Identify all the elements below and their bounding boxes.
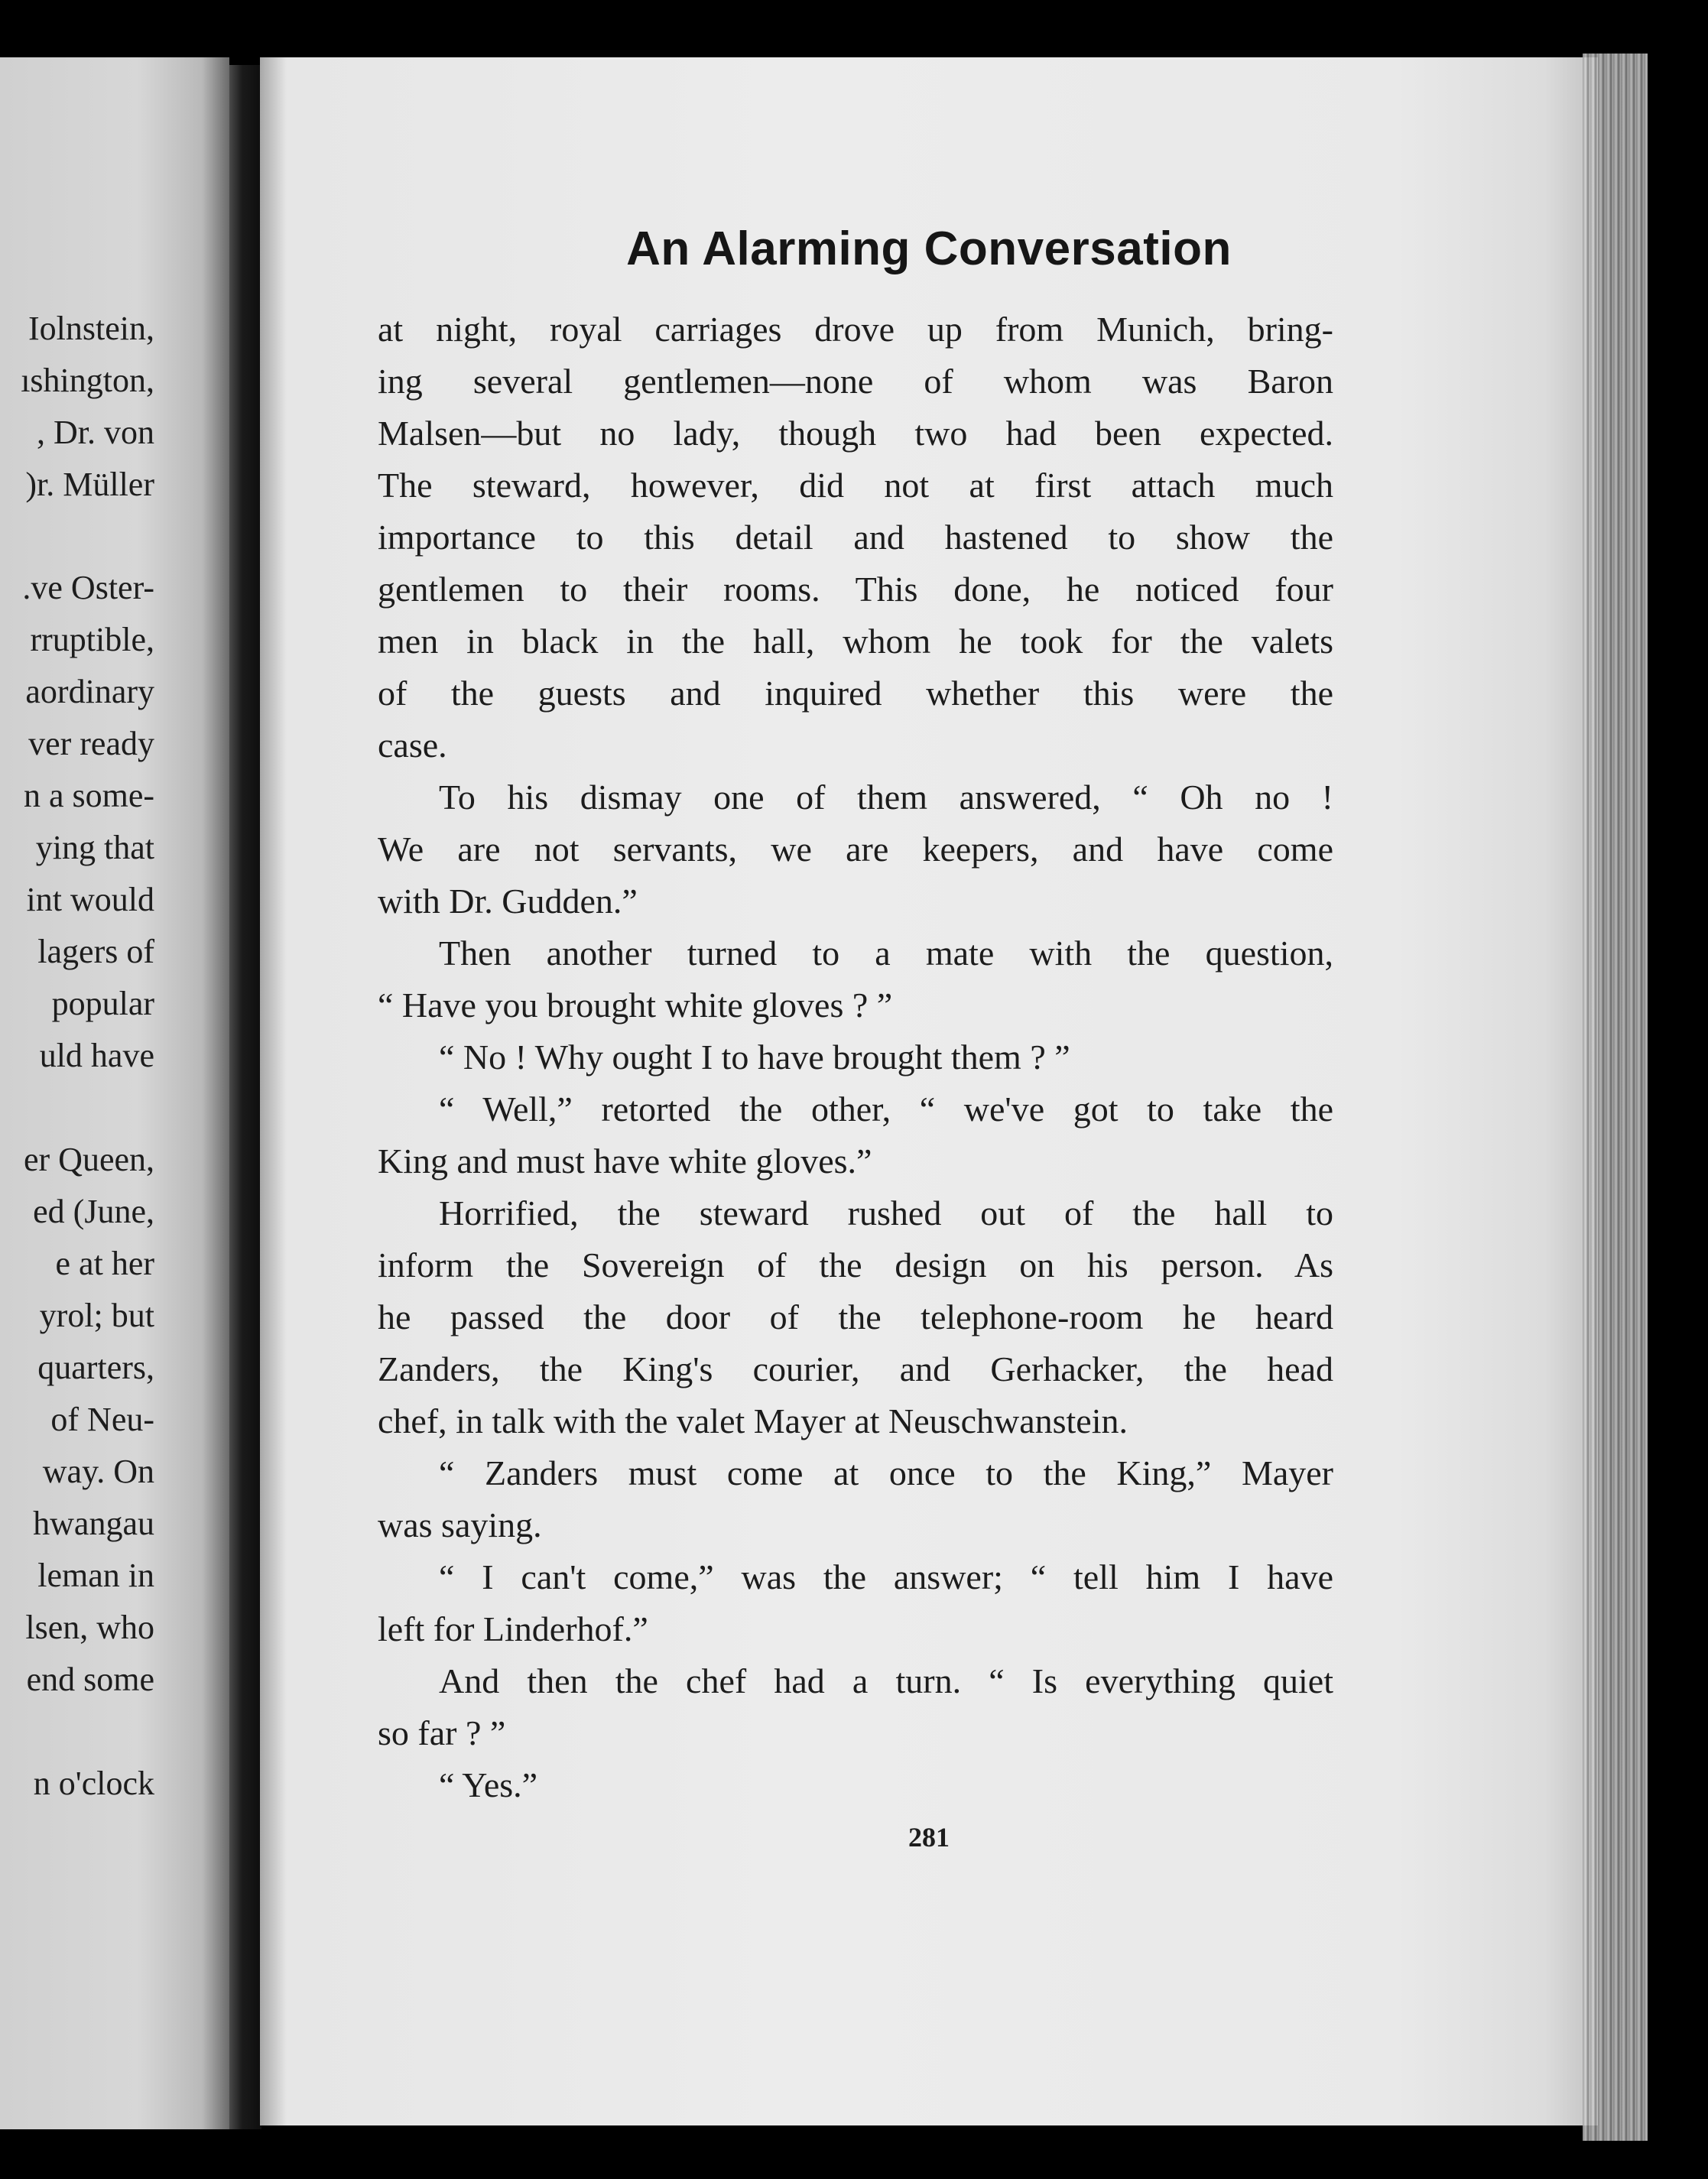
left-page-line: way. On bbox=[42, 1453, 154, 1490]
body-line: Horrified, the steward rushed out of the hall to bbox=[439, 1193, 1333, 1232]
body-line: “ No ! Why ought I to have brought them ? ” bbox=[439, 1038, 1070, 1077]
body-line: To his dismay one of them answered, “ Oh no ! bbox=[439, 778, 1333, 817]
body-line: Then another turned to a mate with the question, bbox=[439, 934, 1333, 973]
left-page-line: n o'clock bbox=[33, 1765, 154, 1802]
body-line: with Dr. Gudden.” bbox=[378, 882, 638, 921]
left-page-line: yrol; but bbox=[39, 1297, 154, 1334]
body-line: “ Well,” retorted the other, “ we've got to take the bbox=[439, 1090, 1333, 1128]
left-page bbox=[0, 57, 229, 2129]
body-line: so far ? ” bbox=[378, 1713, 506, 1752]
body-line: King and must have white gloves.” bbox=[378, 1141, 872, 1180]
body-line: “ I can't come,” was the answer; “ tell him I have bbox=[439, 1557, 1333, 1596]
left-page-line: ıshington, bbox=[21, 362, 154, 399]
body-line: “ Yes.” bbox=[439, 1765, 538, 1804]
body-line: he passed the door of the telephone-room he heard bbox=[378, 1297, 1333, 1336]
body-line: “ Have you brought white gloves ? ” bbox=[378, 986, 893, 1025]
left-page-line: aordinary bbox=[25, 673, 154, 710]
left-page-line: leman in bbox=[37, 1557, 154, 1594]
left-page-line: )r. Müller bbox=[25, 466, 154, 503]
left-page-line: quarters, bbox=[37, 1349, 154, 1386]
left-page-line: , Dr. von bbox=[37, 414, 154, 451]
body-line: Zanders, the King's courier, and Gerhacker, the head bbox=[378, 1349, 1333, 1388]
left-page-line: ying that bbox=[35, 829, 154, 866]
left-page-line: er Queen, bbox=[23, 1141, 154, 1178]
body-line: “ Zanders must come at once to the King,” Mayer bbox=[439, 1453, 1333, 1492]
body-line: chef, in talk with the valet Mayer at Neuschwanstein. bbox=[378, 1401, 1128, 1440]
body-line: was saying. bbox=[378, 1505, 542, 1544]
body-line: case. bbox=[378, 726, 447, 765]
body-line: left for Linderhof.” bbox=[378, 1609, 648, 1648]
body-line: Malsen—but no lady, though two had been expected. bbox=[378, 414, 1333, 453]
body-line: importance to this detail and hastened to show the bbox=[378, 518, 1333, 557]
running-head: An Alarming Conversation bbox=[626, 222, 1232, 275]
body-line: inform the Sovereign of the design on his person. As bbox=[378, 1245, 1333, 1284]
body-line: men in black in the hall, whom he took for the valets bbox=[378, 622, 1333, 661]
left-page-line: of Neu- bbox=[50, 1401, 154, 1438]
left-page-line: rruptible, bbox=[30, 621, 154, 658]
left-page-line: uld have bbox=[39, 1037, 154, 1074]
page-number: 281 bbox=[908, 1822, 950, 1853]
left-page-line: e at her bbox=[55, 1245, 154, 1282]
body-line: ing several gentlemen—none of whom was Baron bbox=[378, 362, 1333, 401]
body-line: We are not servants, we are keepers, and have come bbox=[378, 830, 1333, 869]
left-page-line: hwangau bbox=[33, 1505, 154, 1542]
left-page-line: Iolnstein, bbox=[28, 310, 154, 347]
left-page-line: .ve Oster- bbox=[22, 569, 154, 606]
left-page-line: lsen, who bbox=[25, 1609, 154, 1646]
left-page-line: ver ready bbox=[28, 725, 154, 762]
left-page-line: int would bbox=[26, 881, 154, 918]
left-page-line: end some bbox=[26, 1661, 154, 1698]
body-line: of the guests and inquired whether this were the bbox=[378, 674, 1333, 713]
book-gutter bbox=[229, 65, 261, 2129]
left-page-line: ed (June, bbox=[33, 1193, 154, 1230]
body-line: gentlemen to their rooms. This done, he noticed four bbox=[378, 570, 1333, 609]
body-line: at night, royal carriages drove up from Munich, bring- bbox=[378, 310, 1333, 349]
body-line: The steward, however, did not at first attach much bbox=[378, 466, 1333, 505]
body-line: And then the chef had a turn. “ Is everything quiet bbox=[439, 1661, 1333, 1700]
left-page-line: n a some- bbox=[23, 777, 154, 814]
left-page-line: popular bbox=[51, 985, 154, 1022]
left-page-line: lagers of bbox=[37, 933, 154, 970]
